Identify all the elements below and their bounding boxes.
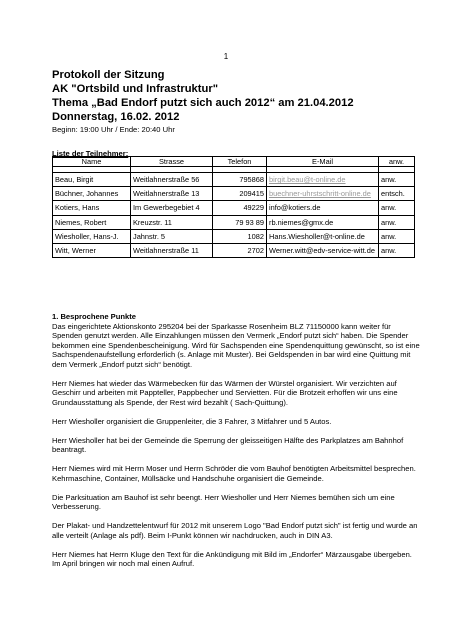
cell-phone: 1082 [213, 229, 267, 243]
paragraph-donations: Das eingerichtete Aktionskonto 295204 bei der Sparkasse Rosenheim BLZ 71150000 kann weiter für Spenden genutzt werden. Alle Einzahlungen müssen den Vermerk „Endorf putzt sich“ haben. Die Spender bekommen eine Spendenbescheinigung. Wird für Sachspenden eine Spendenquittung gewünscht, so ist eine Sachspendenaufstellung erforderlich (s. Anlage mit Muster). Bei Geldspenden in bar wird eine Quittung mit dem Vermerk „Endorf putzt sich“ benötigt. [52, 321, 420, 369]
cell-email[interactable]: info@kotiers.de [267, 201, 379, 215]
table-row [53, 201, 415, 215]
header-street: Strasse [131, 157, 213, 167]
section-title: 1. Besprochene Punkte [52, 312, 136, 321]
cell-phone: 49229 [213, 201, 267, 215]
header-attendance: anw. [379, 157, 415, 167]
cell-street: Weitlahnerstraße 13 [131, 187, 213, 201]
paragraph-parking-request: Herr Wiesholler hat bei der Gemeinde die Sperrung der gleisseitigen Hälfte des Parkplatzes am Bahnhof beantragt. [52, 435, 404, 454]
title-line-1: Protokoll der Sitzung [52, 69, 165, 81]
table-row [53, 229, 415, 243]
table-header-row [53, 157, 415, 167]
email-link[interactable]: birgit.beau@t-online.de [269, 175, 346, 185]
cell-phone: 209415 [213, 187, 267, 201]
cell-phone: 795868 [213, 173, 267, 187]
cell-attendance: anw. [379, 201, 415, 215]
paragraph-parking-situation: Die Parksituation am Bauhof ist sehr beengt. Herr Wiesholler und Herr Niemes bemühen sich um eine Verbesserung. [52, 492, 395, 511]
paragraph-catering: Herr Niemes hat wieder das Wärmebecken für das Wärmen der Würstel organisiert. Wir verzichten auf Geschirr und arbeiten mit Pappteller, Pappbecher und Servietten. Für die Brotzeit erhoffen wir uns eine Grundausstattung als Spende, der Rest wird bezahlt ( Sach-Quittung). [52, 378, 398, 407]
cell-attendance: anw. [379, 215, 415, 229]
cell-phone: 79 93 89 [213, 215, 267, 229]
cell-email[interactable]: Werner.witt@edv-service-witt.de [267, 243, 379, 257]
cell-name: Witt, Werner [53, 243, 131, 257]
cell-email[interactable] [267, 187, 379, 201]
cell-street: Weitlahnerstraße 11 [131, 243, 213, 257]
document-title [52, 68, 432, 124]
paragraph-groups: Herr Wiesholler organisiert die Gruppenleiter, die 3 Fahrer, 3 Mitfahrer und 5 Autos. [52, 416, 332, 426]
cell-name: Niemes, Robert [53, 215, 131, 229]
cell-attendance: entsch. [379, 187, 415, 201]
cell-street: Weitlahnerstraße 56 [131, 173, 213, 187]
meeting-time: Beginn: 19:00 Uhr / Ende: 20:40 Uhr [52, 125, 175, 134]
cell-phone: 2702 [213, 243, 267, 257]
header-email: E-Mail [267, 157, 379, 167]
minutes-body [52, 312, 422, 578]
cell-attendance: anw. [379, 173, 415, 187]
email-link[interactable]: buechner-uhrstschritt-online.de [269, 189, 371, 199]
cell-name: Beau, Birgit [53, 173, 131, 187]
paragraph-poster: Der Plakat- und Handzettelentwurf für 2012 mit unserem Logo "Bad Endorf putzt sich" ist fertig und wurde an alle verteilt (Anlage als pdf). Beim I-Punkt können wir nachdrucken, auch in DIN A3. [52, 521, 418, 540]
cell-street: Im Gewerbegebiet 4 [131, 201, 213, 215]
cell-attendance: anw. [379, 229, 415, 243]
cell-attendance: anw. [379, 243, 415, 257]
paragraph-equipment: Herr Niemes wird mit Herrn Moser und Herrn Schröder die vom Bauhof benötigten Arbeitsmittel besprechen. Kehrmaschine, Container, Müllsäcke und Handschuhe organisiert die Gemeinde. [52, 464, 416, 483]
cell-street: Kreuzstr. 11 [131, 215, 213, 229]
table-row [53, 215, 415, 229]
cell-email[interactable]: Hans.Wiesholler@t-online.de [267, 229, 379, 243]
cell-email[interactable]: rb.niemes@gmx.de [267, 215, 379, 229]
cell-street: Jahnstr. 5 [131, 229, 213, 243]
attendee-list-heading: Liste der Teilnehmer: [52, 149, 129, 158]
title-line-2: AK "Ortsbild und Infrastruktur" [52, 83, 218, 95]
table-row [53, 187, 415, 201]
header-phone: Telefon [213, 157, 267, 167]
cell-name: Wiesholler, Hans-J. [53, 229, 131, 243]
cell-email[interactable] [267, 173, 379, 187]
paragraph-announcement: Herr Niemes hat Herrn Kluge den Text für die Ankündigung mit Bild im „Endorfer“ Märzausgabe übergeben. Im April bringen wir noch mal einen Aufruf. [52, 549, 412, 568]
header-name: Name [53, 157, 131, 167]
title-line-3: Thema „Bad Endorf putzt sich auch 2012“ am 21.04.2012 [52, 97, 354, 109]
table-row [53, 173, 415, 187]
cell-name: Kotiers, Hans [53, 201, 131, 215]
cell-name: Büchner, Johannes [53, 187, 131, 201]
attendee-table [52, 156, 415, 258]
table-row [53, 243, 415, 257]
page-number: 1 [223, 52, 229, 61]
title-line-4: Donnerstag, 16.02. 2012 [52, 111, 180, 123]
